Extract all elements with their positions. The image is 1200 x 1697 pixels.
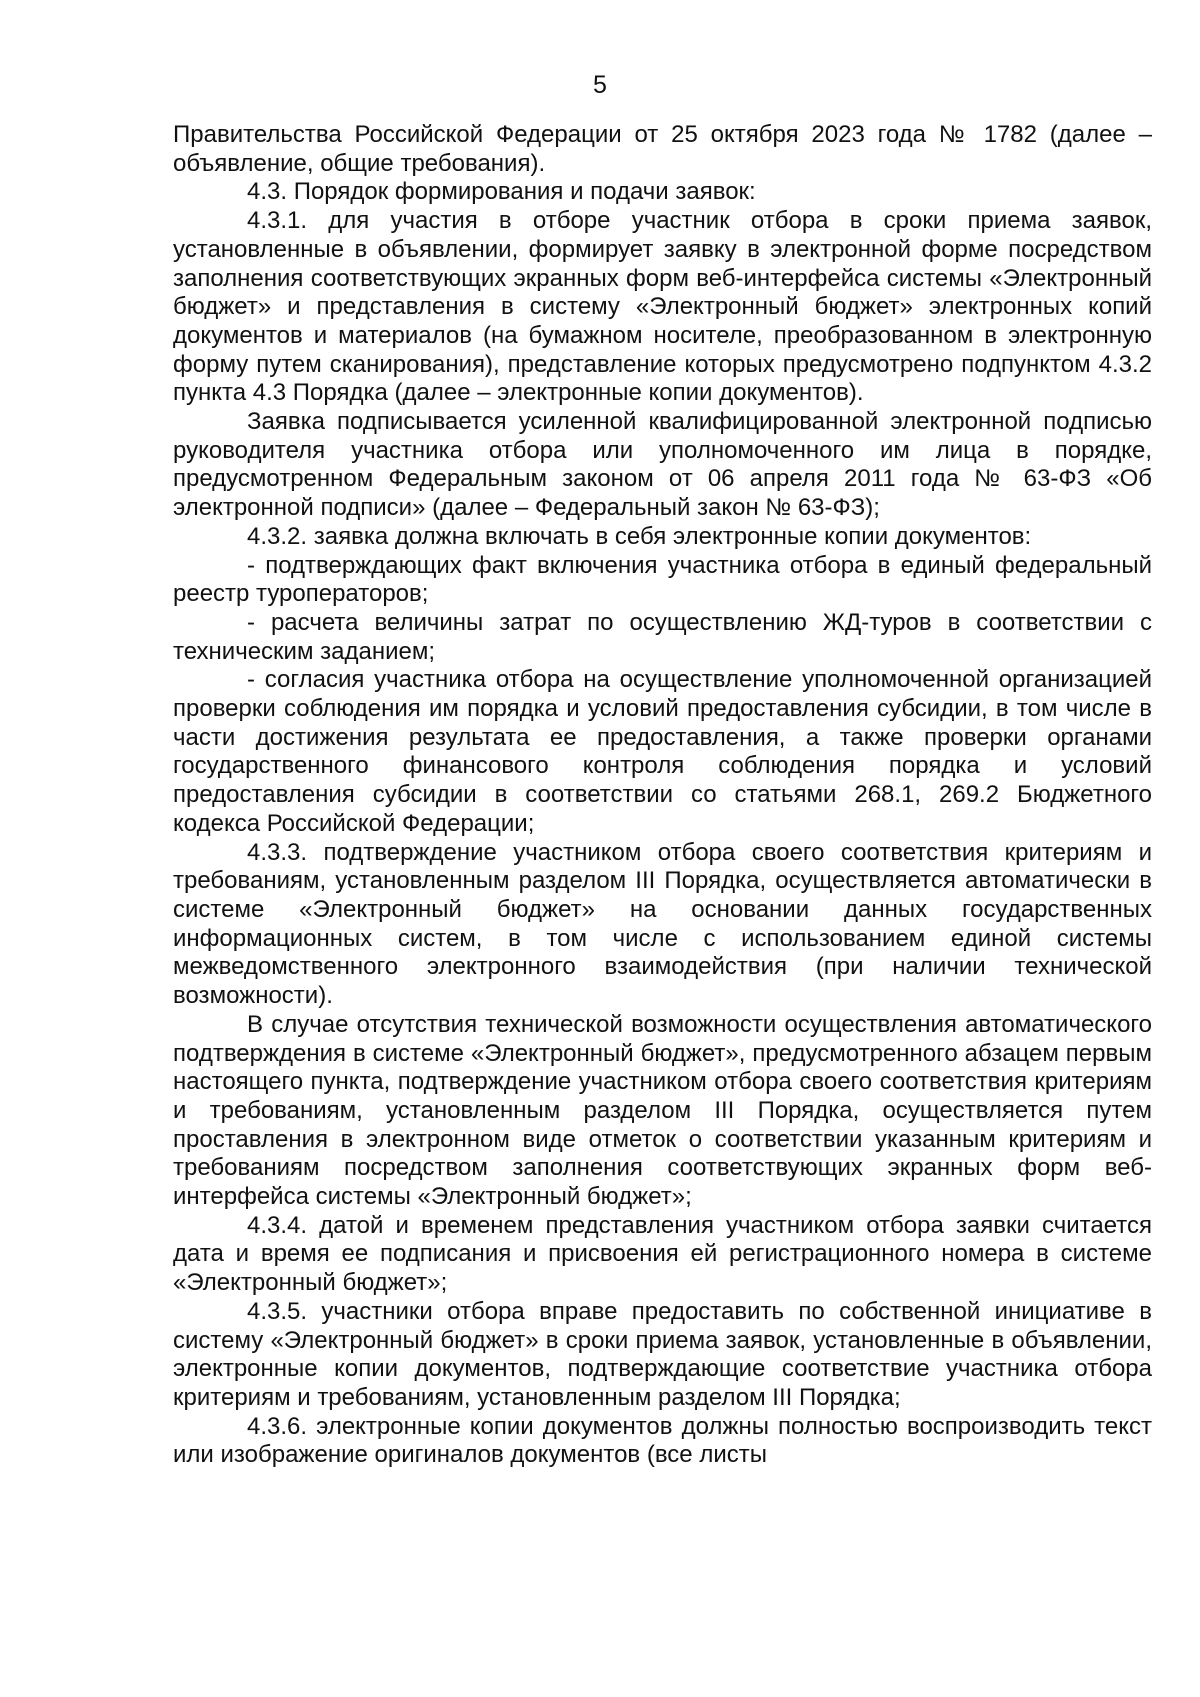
paragraph-section-4-3: 4.3. Порядок формирования и подачи заявок: [247,178,756,206]
list-item-registry: - подтверждающих факт включения участника отбора в единый федеральный реестр туроператоров; [173,551,1152,608]
paragraph-4-3-6: 4.3.6. электронные копии документов должны полностью воспроизводить текст или изображение оригиналов документов (все листы [173,1412,1152,1469]
paragraph-4-3-5: 4.3.5. участники отбора вправе предоставить по собственной инициативе в систему «Электронный бюджет» в сроки приема заявок, установленные в объявлении, электронные копии документов, подтверждающие соответствие участника отбора критериям и требованиям, установленным разделом III Порядка; [173,1297,1152,1411]
paragraph-signature: Заявка подписывается усиленной квалифицированной электронной подписью руководителя участника отбора или уполномоченного им лица в порядке, предусмотренном Федеральным законом от 06 апреля 2011 года № 63-ФЗ «Об электронной подписи» (далее – Федеральный закон № 63-ФЗ); [173,408,1152,522]
paragraph-4-3-4: 4.3.4. датой и временем представления участником отбора заявки считается дата и время ее подписания и присвоения ей регистрационного номера в системе «Электронный бюджет»; [173,1211,1152,1297]
document-body [173,121,1152,1470]
paragraph-continuation: Правительства Российской Федерации от 25 октября 2023 года № 1782 (далее – объявление, общие требования). [173,121,1152,177]
list-item-consent: - согласия участника отбора на осуществление уполномоченной организацией проверки соблюдения им порядка и условий предоставления субсидии, в том числе в части достижения результата ее предоставления, а также проверки органами государственного финансового контроля соблюдения порядка и условий предоставления субсидии в соответствии со статьями 268.1, 269.2 Бюджетного кодекса Российской Федерации; [173,666,1152,837]
paragraph-manual-confirmation: В случае отсутствия технической возможности осуществления автоматического подтверждения в системе «Электронный бюджет», предусмотренного абзацем первым настоящего пункта, подтверждение участником отбора своего соответствия критериям и требованиям, установленным разделом III Порядка, осуществляется путем проставления в электронном виде отметок о соответствии указанным критериям и требованиям посредством заполнения соответствующих экранных форм веб-интерфейса системы «Электронный бюджет»; [173,1010,1152,1211]
list-item-cost-calculation: - расчета величины затрат по осуществлению ЖД-туров в соответствии с техническим заданием; [173,608,1152,665]
page-number: 5 [593,71,607,99]
paragraph-4-3-1: 4.3.1. для участия в отборе участник отбора в сроки приема заявок, установленные в объявлении, формирует заявку в электронной форме посредством заполнения соответствующих экранных форм веб-интерфейса системы «Электронный бюджет» и представления в систему «Электронный бюджет» электронных копий документов и материалов (на бумажном носителе, преобразованном в электронную форму путем сканирования), представление которых предусмотрено подпунктом 4.3.2 пункта 4.3 Порядка (далее – электронные копии документов). [173,207,1152,407]
paragraph-4-3-2: 4.3.2. заявка должна включать в себя электронные копии документов: [247,522,1032,550]
paragraph-4-3-3: 4.3.3. подтверждение участником отбора своего соответствия критериям и требованиям, установленным разделом III Порядка, осуществляется автоматически в системе «Электронный бюджет» на основании данных государственных информационных систем, в том числе с использованием единой системы межведомственного электронного взаимодействия (при наличии технической возможности). [173,838,1152,1010]
